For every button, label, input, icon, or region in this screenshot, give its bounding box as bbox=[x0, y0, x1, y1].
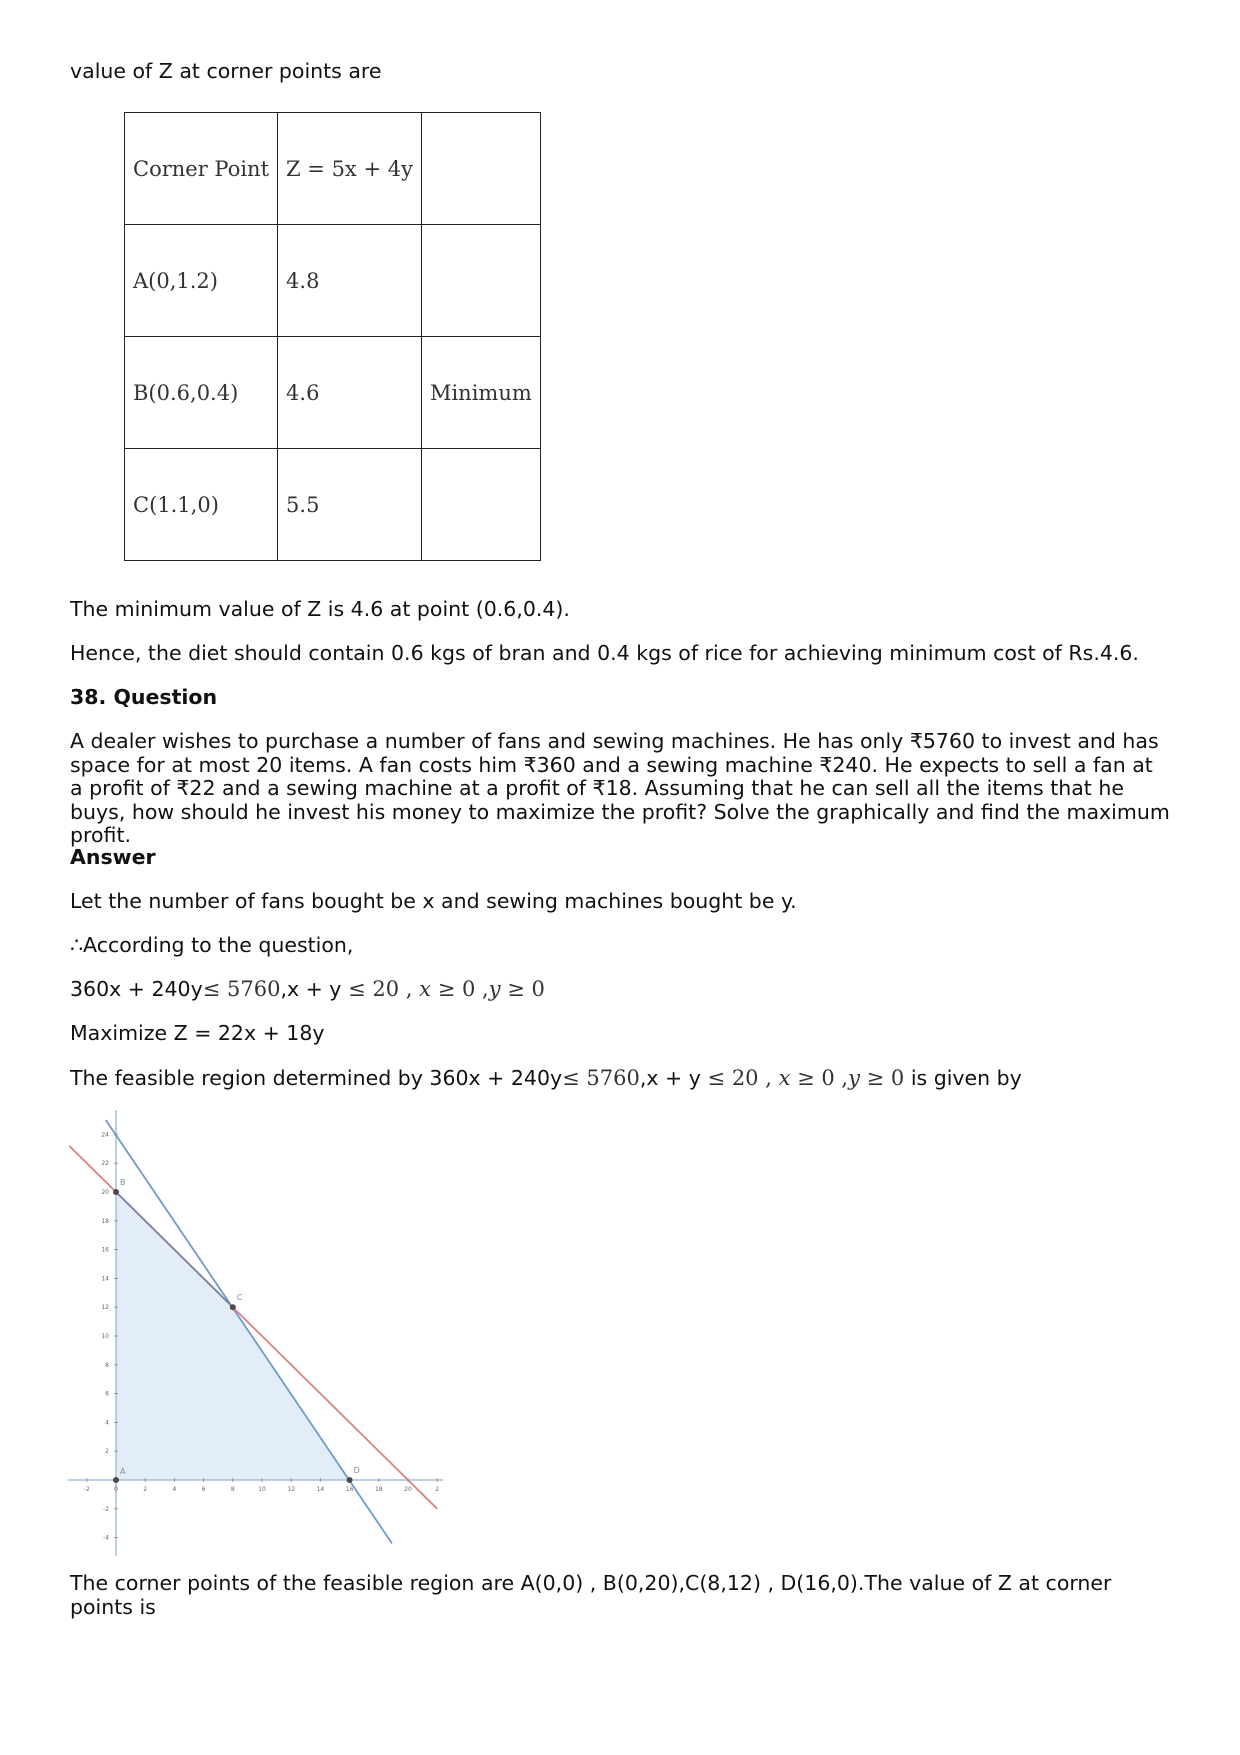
x-tick-label: 2 bbox=[143, 1486, 148, 1493]
table-cell: B(0.6,0.4) bbox=[125, 337, 278, 449]
x-tick-label: 12 bbox=[287, 1486, 296, 1493]
y-tick-label: 14 bbox=[101, 1275, 109, 1283]
constraint-expression: is given by bbox=[904, 1066, 1022, 1090]
table-row bbox=[125, 113, 541, 225]
corner-point-label: D bbox=[353, 1466, 360, 1475]
table-header-cell: Corner Point bbox=[125, 113, 278, 225]
x-tick-label: 18 bbox=[374, 1486, 383, 1493]
feasible-region-graph bbox=[68, 1108, 448, 1558]
constraints-text bbox=[70, 978, 1170, 1002]
table-row bbox=[125, 225, 541, 337]
hence-text: Hence, the diet should contain 0.6 kgs of bran and 0.4 kgs of rice for achieving minimum cost of Rs.4.6. bbox=[70, 641, 1139, 665]
corner-points-text: The corner points of the feasible region are A(0,0) , B(0,20),C(8,12) , D(16,0).The value of Z at corner points is bbox=[70, 1571, 1112, 1619]
y-tick-label: 8 bbox=[105, 1361, 109, 1369]
x-tick-label: 16 bbox=[345, 1486, 354, 1493]
corner-point-label: B bbox=[120, 1178, 126, 1187]
y-tick-label: -4 bbox=[103, 1534, 109, 1542]
table-cell: 4.6 bbox=[278, 337, 422, 449]
y-tick-label: 12 bbox=[101, 1304, 109, 1312]
constraint-expression: 360x + 240y bbox=[70, 977, 203, 1001]
let-text: Let the number of fans bought be x and sewing machines bought be y. bbox=[70, 889, 797, 913]
constraint-expression: ,x + y bbox=[639, 1066, 701, 1090]
table-cell: C(1.1,0) bbox=[125, 449, 278, 561]
x-tick-label: 20 bbox=[404, 1486, 412, 1493]
corner-point-marker bbox=[230, 1304, 236, 1310]
x-tick-label: 10 bbox=[258, 1486, 266, 1493]
y-tick-label: 24 bbox=[101, 1131, 109, 1139]
corner-point-label: A bbox=[120, 1467, 126, 1476]
question-heading: 38. Question bbox=[70, 685, 218, 709]
constraint-expression: The feasible region determined by 360x + 240y bbox=[70, 1066, 563, 1090]
x-tick-label: 8 bbox=[230, 1486, 235, 1493]
y-tick-label: 6 bbox=[105, 1390, 109, 1398]
y-tick-label: -2 bbox=[103, 1505, 109, 1513]
y-tick-label: 22 bbox=[101, 1160, 109, 1168]
according-text: ∴According to the question, bbox=[70, 933, 354, 957]
corner-point-marker bbox=[347, 1477, 353, 1483]
y-tick-label: 2 bbox=[105, 1448, 109, 1456]
y-tick-label: 16 bbox=[101, 1246, 109, 1254]
math-inequality: ≤ 20 , x ≥ 0 ,y ≥ 0 bbox=[348, 977, 545, 1001]
corner-point-marker bbox=[113, 1189, 119, 1195]
y-tick-label: 20 bbox=[101, 1189, 109, 1196]
table-cell: A(0,1.2) bbox=[125, 225, 278, 337]
table-row bbox=[125, 449, 541, 561]
feasible-text bbox=[70, 1067, 1170, 1091]
x-tick-label: 2 bbox=[435, 1486, 440, 1493]
table-header-cell bbox=[421, 113, 540, 225]
feasible-region bbox=[116, 1192, 350, 1480]
table-cell: 5.5 bbox=[278, 449, 422, 561]
math-inequality: ≤ 20 , x ≥ 0 ,y ≥ 0 bbox=[707, 1066, 905, 1090]
x-tick-label: -2 bbox=[83, 1486, 90, 1493]
table-header-cell: Z = 5x + 4y bbox=[278, 113, 422, 225]
y-tick-label: 4 bbox=[105, 1419, 109, 1427]
table-cell bbox=[421, 449, 540, 561]
y-tick-label: 10 bbox=[101, 1333, 109, 1340]
minimum-text: The minimum value of Z is 4.6 at point (0.6,0.4). bbox=[70, 597, 570, 621]
table-cell: 4.8 bbox=[278, 225, 422, 337]
constraint-expression: ,x + y bbox=[280, 977, 342, 1001]
table-row bbox=[125, 337, 541, 449]
table-cell bbox=[421, 225, 540, 337]
intro-text: value of Z at corner points are bbox=[70, 59, 382, 83]
corner-point-label: C bbox=[236, 1293, 243, 1303]
x-tick-label: 4 bbox=[172, 1486, 177, 1493]
maximize-text: Maximize Z = 22x + 18y bbox=[70, 1021, 325, 1045]
math-inequality: ≤ 5760 bbox=[202, 977, 281, 1001]
table-cell: Minimum bbox=[421, 337, 540, 449]
y-tick-label: 18 bbox=[101, 1217, 109, 1225]
corner-point-table bbox=[124, 112, 541, 561]
question-text: A dealer wishes to purchase a number of fans and sewing machines. He has only ₹5760 to invest and has space for at most 20 items. A fan costs him ₹360 and a sewing machine ₹240. He expects to sell a fan at a profit of ₹22 and a sewing machine at a profit of ₹18. Assuming that he can sell all the items that he buys, how should he invest his money to maximize the profit? Solve the graphically and find the maximum profit. bbox=[70, 729, 1170, 847]
answer-heading: Answer bbox=[70, 845, 156, 869]
x-tick-label: 6 bbox=[201, 1486, 206, 1493]
x-tick-label: 0 bbox=[114, 1486, 118, 1493]
corner-point-marker bbox=[113, 1477, 119, 1483]
x-tick-label: 14 bbox=[316, 1486, 325, 1493]
math-inequality: ≤ 5760 bbox=[562, 1066, 640, 1090]
